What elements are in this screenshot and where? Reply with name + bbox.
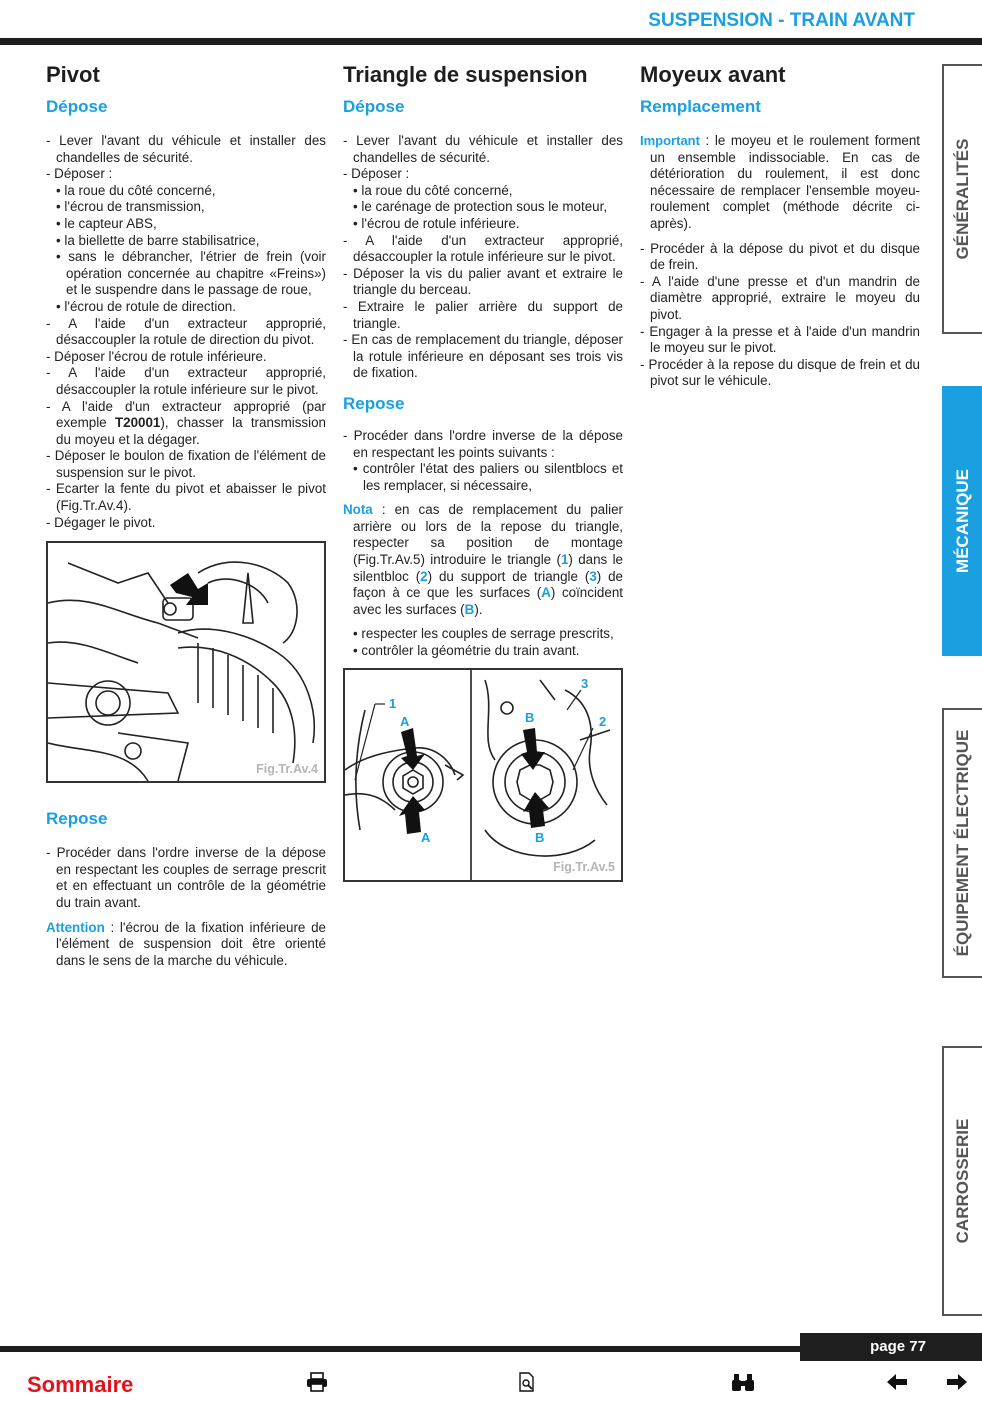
figure-label: Fig.Tr.Av.4 bbox=[256, 761, 318, 776]
document-search-icon[interactable] bbox=[517, 1372, 537, 1398]
moyeux-steps bbox=[640, 241, 920, 390]
triangle-nota-note: Nota : en cas de remplacement du palier arrière ou lors de la repose du triangle, respecter sa position de montage (Fig.Tr.Av.5) introduire le triangle (1) dans le silentbloc (2) du support de triangle (3) de façon à ce que les surfaces (A) coïncident avec les surfaces (B). bbox=[343, 502, 623, 617]
sub-list-item: • la roue du côté concerné, bbox=[56, 182, 216, 198]
list-item: - Lever l'avant du véhicule et installer des chandelles de sécurité. bbox=[46, 133, 326, 165]
list-item: - Procéder dans l'ordre inverse de la dépose en respectant les couples de serrage prescrit et en effectuant un contrôle de la géométrie du train avant. bbox=[46, 845, 326, 911]
tab-carrosserie[interactable]: CARROSSERIE bbox=[942, 1046, 982, 1316]
pivot-illustration bbox=[48, 543, 324, 781]
column-pivot bbox=[46, 58, 326, 969]
arrow-left-icon[interactable] bbox=[886, 1372, 908, 1398]
pivot-extractor-step: - A l'aide d'un extracteur approprié (par exemple T20001), chasser la transmission du moyeu et la dégager. bbox=[46, 398, 326, 447]
callout-a-bottom: A bbox=[421, 829, 431, 845]
figure-label: Fig.Tr.Av.5 bbox=[553, 860, 615, 875]
tab-generalites[interactable]: GÉNÉRALITÉS bbox=[942, 64, 982, 334]
list-item: - Ecarter la fente du pivot et abaisser le pivot (Fig.Tr.Av.4). bbox=[46, 481, 326, 514]
page-number: page 77 bbox=[870, 1338, 926, 1355]
callout-2: 2 bbox=[599, 713, 607, 729]
list-item: - Déposer la vis du palier avant et extraire le triangle du berceau. bbox=[343, 265, 623, 298]
triangle-depose-heading: Dépose bbox=[343, 97, 405, 116]
sub-list-item: • sans le débrancher, l'étrier de frein (voir opération concernée au chapitre «Freins») et le suspendre dans le passage de roue, bbox=[56, 249, 326, 298]
sub-list-item: • contrôler l'état des paliers ou silentblocs et les remplacer, si nécessaire, bbox=[353, 461, 623, 493]
list-item: - A l'aide d'un extracteur approprié, désaccoupler la rotule de direction du pivot. bbox=[46, 315, 326, 348]
callout-b-top: B bbox=[525, 709, 535, 725]
callout-1: 1 bbox=[389, 695, 397, 711]
moyeux-important-note: Important : le moyeu et le roulement forment un ensemble indissociable. En cas de détérioration du roulement, il est donc nécessaire de remplacer l'ensemble moyeu-roulement complet (méthode décrite ci-après). bbox=[640, 133, 920, 231]
column-triangle bbox=[343, 58, 623, 882]
triangle-depose-steps bbox=[343, 133, 623, 382]
triangle-illustration bbox=[345, 670, 621, 880]
sub-list-item: • l'écrou de rotule inférieure. bbox=[353, 215, 520, 231]
list-item: - Dégager le pivot. bbox=[46, 514, 156, 530]
moyeux-heading: Remplacement bbox=[640, 97, 761, 116]
pivot-attention-note: Attention : l'écrou de la fixation inférieure de l'élément de suspension doit être orienté dans le sens de la marche du véhicule. bbox=[46, 919, 326, 968]
moyeux-title: Moyeux avant bbox=[640, 62, 786, 87]
sub-list-item: • le capteur ABS, bbox=[56, 215, 157, 231]
figure-tr-av-4 bbox=[46, 541, 326, 783]
printer-icon[interactable] bbox=[306, 1372, 328, 1398]
pivot-repose-steps bbox=[46, 845, 326, 911]
sommaire-link[interactable]: Sommaire bbox=[27, 1372, 134, 1397]
sub-list-item: • la roue du côté concerné, bbox=[353, 182, 513, 198]
sub-list-item: • l'écrou de transmission, bbox=[56, 199, 205, 215]
triangle-repose-heading: Repose bbox=[343, 393, 405, 413]
pivot-repose-heading: Repose bbox=[46, 809, 108, 829]
list-item: - En cas de remplacement du triangle, déposer la rotule inférieure en déposant ses trois vis de fixation. bbox=[343, 332, 623, 381]
list-item: - Procéder à la dépose du pivot et du disque de frein. bbox=[640, 240, 920, 273]
list-item: - Déposer : bbox=[343, 166, 410, 182]
triangle-title: Triangle de suspension bbox=[343, 62, 588, 87]
list-item: - A l'aide d'un extracteur approprié, désaccoupler la rotule inférieure sur le pivot. bbox=[343, 232, 623, 265]
triangle-repose-steps bbox=[343, 428, 623, 494]
list-item: - A l'aide d'un extracteur approprié, désaccoupler la rotule inférieure sur le pivot. bbox=[46, 365, 326, 397]
sub-list-item: • contrôler la géométrie du train avant. bbox=[353, 643, 580, 659]
tab-mecanique[interactable]: MÉCANIQUE bbox=[942, 386, 982, 656]
list-item: - Lever l'avant du véhicule et installer des chandelles de sécurité. bbox=[343, 133, 623, 165]
sub-list-item: • le carénage de protection sous le moteur, bbox=[353, 199, 608, 215]
callout-3: 3 bbox=[581, 675, 589, 691]
triangle-repose-steps-2 bbox=[343, 626, 623, 659]
page-number-box bbox=[800, 1333, 982, 1361]
list-item: - Déposer l'écrou de rotule inférieure. bbox=[46, 348, 267, 364]
pivot-depose-heading: Dépose bbox=[46, 97, 108, 116]
top-divider bbox=[0, 38, 982, 45]
pivot-depose-steps bbox=[46, 133, 326, 399]
list-item: - A l'aide d'une presse et d'un mandrin de diamètre approprié, extraire le moyeu du pivot. bbox=[640, 273, 920, 322]
list-item: - Déposer : bbox=[46, 166, 113, 182]
sub-list-item: • respecter les couples de serrage prescrits, bbox=[353, 626, 614, 642]
list-item: - Extraire le palier arrière du support de triangle. bbox=[343, 298, 623, 331]
list-item: - Procéder dans l'ordre inverse de la dépose en respectant les points suivants : bbox=[343, 427, 623, 460]
list-item: - Déposer le boulon de fixation de l'élément de suspension sur le pivot. bbox=[46, 448, 326, 480]
footer-nav bbox=[0, 1368, 982, 1403]
pivot-title: Pivot bbox=[46, 62, 100, 87]
list-item: - Procéder à la repose du disque de frein et du pivot sur le véhicule. bbox=[640, 356, 920, 389]
arrow-right-icon[interactable] bbox=[946, 1372, 968, 1398]
sub-list-item: • l'écrou de rotule de direction. bbox=[56, 298, 236, 314]
callout-b-bottom: B bbox=[535, 829, 545, 845]
binoculars-icon[interactable] bbox=[731, 1372, 755, 1398]
pivot-depose-steps-2 bbox=[46, 448, 326, 531]
sub-list-item: • la biellette de barre stabilisatrice, bbox=[56, 232, 260, 248]
section-title: SUSPENSION - TRAIN AVANT bbox=[648, 10, 915, 31]
callout-a-top: A bbox=[400, 713, 410, 729]
tab-equipement-electrique[interactable]: ÉQUIPEMENT ÉLECTRIQUE bbox=[942, 708, 982, 978]
column-moyeux bbox=[640, 58, 920, 390]
list-item: - Engager à la presse et à l'aide d'un mandrin le moyeu sur le pivot. bbox=[640, 323, 920, 356]
figure-tr-av-5 bbox=[343, 668, 623, 882]
